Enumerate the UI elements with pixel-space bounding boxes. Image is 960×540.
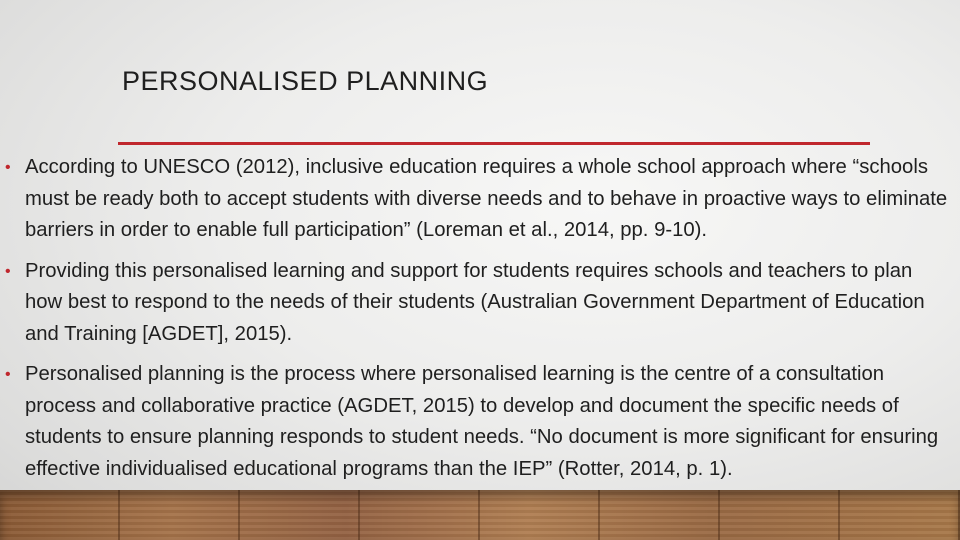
bullet-icon: • [5, 159, 11, 176]
bullet-item [5, 256, 955, 351]
bullet-icon: • [5, 262, 11, 280]
bullet-text: Personalised planning is the process where personalised learning is the centre of a consultation process and collaborative practice (AGDET, 2015) to develop and document the specific needs of students to ensure planning responds to student needs. “No document is more significant for ensuring effective individualised educational programs than the IEP” (Rotter, 2014, p. 1). [25, 363, 939, 480]
bullet-icon: • [5, 366, 11, 383]
bullet-item [5, 359, 955, 485]
slide-title: PERSONALISED PLANNING [122, 66, 489, 96]
bullet-text: Providing this personalised learning and support for students requires schools and teachers to plan how best to respond to the needs of their students (Australian Government Department of Education and Training [AGDET], 2015). [25, 259, 925, 345]
bullet-list [5, 152, 955, 494]
title-underline [118, 142, 870, 145]
bullet-item [5, 152, 955, 247]
bullet-text: According to UNESCO (2012), inclusive education requires a whole school approach where “schools must be ready both to accept students with diverse needs and to behave in proactive ways to eliminate barriers in order to enable full participation” (Loreman et al., 2014, pp. 9-10). [25, 156, 948, 241]
wood-floor-background [0, 490, 960, 540]
